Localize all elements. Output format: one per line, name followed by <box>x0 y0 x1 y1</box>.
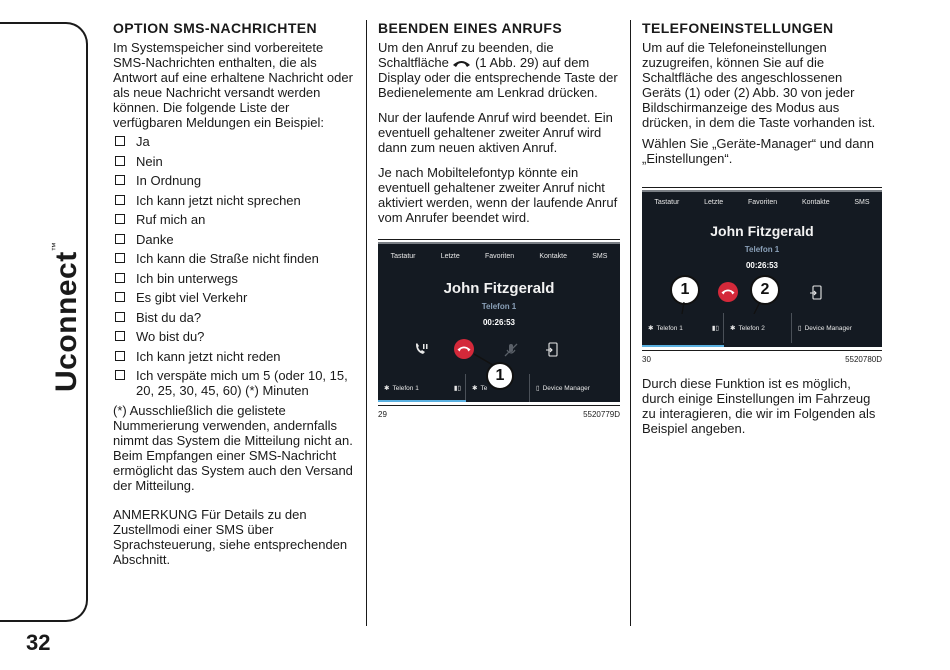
caller-name: John Fitzgerald <box>443 280 555 297</box>
figure-caption <box>378 410 620 419</box>
tab-letzte[interactable]: Letzte <box>440 253 460 260</box>
figure-code: 5520780D <box>845 355 882 364</box>
figure-rule <box>378 405 620 406</box>
screen-top-line <box>378 242 620 244</box>
device-button-1[interactable]: ✱ Telefon 1 ▮▯ <box>378 374 466 402</box>
paragraph: Durch diese Funktion ist es möglich, durch einige Einstellungen im Fahrzeug zu interagieren, die wir im Folgenden als Beispiel angeben. <box>642 376 876 436</box>
end-call-icon <box>452 59 471 68</box>
checkbox-icon <box>115 292 125 302</box>
list-item: Wo bist du? <box>113 329 358 344</box>
checkbox-icon <box>115 234 125 244</box>
sms-options-section <box>113 20 358 567</box>
paragraph: Um auf die Telefoneinstellungen zuzugreifen, können Sie auf die Schaltfläche des angeschlossenen Geräts (1) oder (2) Abb. 30 von jeder Bildschirmanzeige des Modus aus drücken, in dem die Taste vorhanden ist. <box>642 40 876 130</box>
device-icon: ▯ <box>536 385 540 392</box>
phone-line-label: Telefon 1 <box>744 245 780 254</box>
list-item: Ja <box>113 134 358 149</box>
list-item: Ich kann die Straße nicht finden <box>113 251 358 266</box>
checkbox-icon <box>115 175 125 185</box>
phone-screen <box>642 190 882 347</box>
bluetooth-icon: ✱ <box>472 385 478 392</box>
tab-kontakte[interactable]: Kontakte <box>801 199 830 206</box>
checkbox-icon <box>115 214 125 224</box>
phone-settings-section <box>642 20 882 436</box>
bluetooth-icon: ✱ <box>730 325 736 332</box>
bluetooth-icon: ✱ <box>648 325 654 332</box>
screen-top-line <box>642 190 882 192</box>
screen-tabs <box>378 253 620 260</box>
checkbox-icon <box>115 331 125 341</box>
list-item: Es gibt viel Verkehr <box>113 290 358 305</box>
transfer-icon[interactable] <box>546 342 558 357</box>
end-call-section <box>378 20 620 419</box>
call-timer: 00:26:53 <box>745 261 779 270</box>
callout-1: 1 <box>670 275 700 305</box>
phone-screen <box>378 242 620 402</box>
end-call-icon <box>457 345 471 352</box>
figure-rule <box>642 350 882 351</box>
checkbox-icon <box>115 351 125 361</box>
battery-icon: ▮▯ <box>711 325 719 332</box>
phone-line-label: Telefon 1 <box>481 302 517 311</box>
mute-icon[interactable] <box>504 343 518 357</box>
figure-30 <box>642 187 882 363</box>
tab-kontakte[interactable]: Kontakte <box>539 253 568 260</box>
tab-letzte[interactable]: Letzte <box>704 199 724 206</box>
device-button-2[interactable]: ✱ Telefon 2 <box>724 313 792 343</box>
tab-favoriten[interactable]: Favoriten <box>484 253 515 260</box>
end-call-button[interactable] <box>718 282 738 302</box>
call-timer: 00:26:53 <box>482 318 516 327</box>
list-item: Ruf mich an <box>113 212 358 227</box>
footnote: (*) Ausschließlich die gelistete Nummerierung verwenden, andernfalls nimmt das System die Mitteilung nicht an. Beim Empfangen einer SMS-Nachricht ermöglicht das System auch den Versand der Mitteilung. <box>113 402 353 493</box>
checkbox-icon <box>115 253 125 263</box>
screen-tabs <box>642 199 882 206</box>
tab-tastatur[interactable]: Tastatur <box>390 253 416 260</box>
paragraph: Um den Anruf zu beenden, die Schaltfläche (1 Abb. 29) auf dem Display oder die entsprechende Taste der Bedienelemente am Lenkrad drücken. <box>378 40 618 100</box>
figure-number: 29 <box>378 410 387 419</box>
checkbox-icon <box>115 195 125 205</box>
hold-icon[interactable] <box>414 342 428 356</box>
list-item: Nein <box>113 154 358 169</box>
figure-code: 5520779D <box>583 410 620 419</box>
paragraph: Je nach Mobiltelefontyp könnte ein eventuell gehaltener zweiter Anruf nicht aktiviert werden, wenn der laufende Anruf vom Anrufer beendet wird. <box>378 165 618 225</box>
battery-icon: ▮▯ <box>453 385 461 392</box>
caller-name: John Fitzgerald <box>710 223 814 239</box>
paragraph: Nur der laufende Anruf wird beendet. Ein eventuell gehaltener zweiter Anruf wird dann zum neuen aktiven Anruf. <box>378 110 613 155</box>
list-item: Danke <box>113 232 358 247</box>
list-item: In Ordnung <box>113 173 358 188</box>
checkbox-icon <box>115 370 125 380</box>
figure-rule <box>378 239 620 240</box>
section-heading: OPTION SMS-NACHRICHTEN <box>113 20 318 36</box>
bottom-bar <box>642 313 882 343</box>
active-device-underline <box>378 400 466 402</box>
list-item: Ich kann jetzt nicht sprechen <box>113 193 358 208</box>
checkbox-icon <box>115 136 125 146</box>
callout-2: 2 <box>750 275 780 305</box>
list-item: Ich kann jetzt nicht reden <box>113 349 358 364</box>
column-divider <box>366 20 367 626</box>
sms-message-list <box>113 134 358 398</box>
figure-number: 30 <box>642 355 651 364</box>
list-item: Ich verspäte mich um 5 (oder 10, 15, 20, 25, 30, 45, 60) (*) Minuten <box>113 368 358 398</box>
device-manager-button[interactable]: ▯ Device Manager <box>798 324 852 332</box>
list-item: Ich bin unterwegs <box>113 271 358 286</box>
device-button-2[interactable]: ✱ Te <box>466 374 530 402</box>
tab-tastatur[interactable]: Tastatur <box>654 199 680 206</box>
section-heading: TELEFONEINSTELLUNGEN <box>642 20 834 36</box>
device-manager-button[interactable]: ▯ Device Manager <box>536 384 590 392</box>
chapter-title: Uconnect™ <box>50 241 83 392</box>
device-button-1[interactable]: ✱ Telefon 1 ▮▯ <box>642 313 724 343</box>
checkbox-icon <box>115 312 125 322</box>
checkbox-icon <box>115 273 125 283</box>
checkbox-icon <box>115 156 125 166</box>
end-call-button[interactable] <box>454 339 474 359</box>
tab-favoriten[interactable]: Favoriten <box>747 199 778 206</box>
figure-rule <box>642 187 882 188</box>
end-call-icon <box>721 288 735 295</box>
note-paragraph: ANMERKUNG Für Details zu den Zustellmodi einer SMS über Sprachsteuerung, siehe entsprechenden Abschnitt. <box>113 506 348 567</box>
tab-sms[interactable]: SMS <box>854 199 870 206</box>
figure-caption <box>642 355 882 364</box>
bluetooth-icon: ✱ <box>384 385 390 392</box>
transfer-icon[interactable] <box>810 285 822 300</box>
callout-1: 1 <box>486 362 514 390</box>
list-item: Bist du da? <box>113 310 358 325</box>
active-device-underline <box>642 345 724 347</box>
intro-paragraph: Im Systemspeicher sind vorbereitete SMS-Nachrichten enthalten, die als Antwort auf eine erhaltene Nachricht oder als neue Nachricht versandt werden können. Die folgende Liste der verfügbaren Meldungen ein Beispiel: <box>113 40 353 130</box>
section-heading: BEENDEN EINES ANRUFS <box>378 20 563 36</box>
tab-sms[interactable]: SMS <box>592 253 608 260</box>
device-icon: ▯ <box>798 325 802 332</box>
paragraph: Wählen Sie „Geräte-Manager“ und dann „Einstellungen“. <box>642 136 874 166</box>
column-divider <box>630 20 631 626</box>
page-number: 32 <box>26 630 51 655</box>
